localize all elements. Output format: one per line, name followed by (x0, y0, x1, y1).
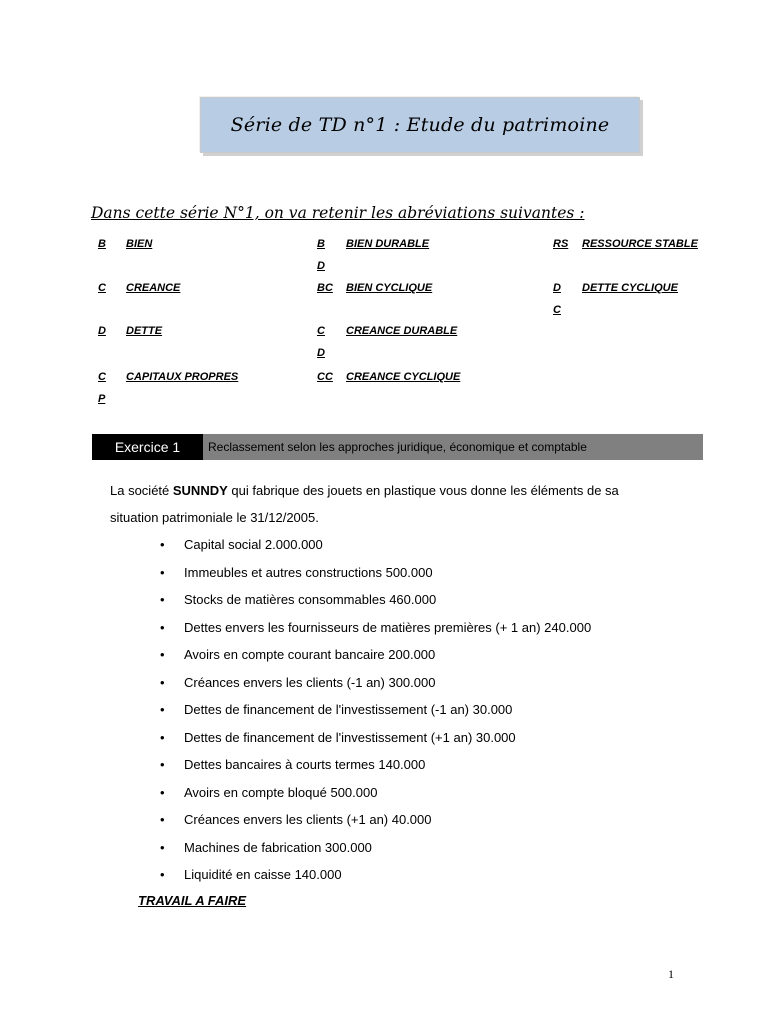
list-item (160, 586, 591, 614)
bullet-icon: • (160, 537, 165, 552)
task-heading: TRAVAIL A FAIRE (138, 893, 247, 908)
abbr-label: BIEN DURABLE (346, 238, 430, 250)
abbr-code: B (98, 238, 106, 250)
abbr-label: CAPITAUX PROPRES (126, 371, 239, 383)
abbr-label: DETTE CYCLIQUE (582, 282, 678, 294)
item-text: Dettes bancaires à courts termes 140.000 (184, 757, 426, 772)
item-text: Machines de fabrication 300.000 (184, 839, 372, 855)
item-text: Dettes de financement de l'investissement (-1 an) 30.000 (184, 702, 513, 717)
list-item (160, 669, 591, 697)
bullet-icon: • (160, 784, 165, 800)
item-text: Liquidité en caisse 140.000 (184, 867, 342, 882)
item-text: Stocks de matières consommables 460.000 (184, 592, 437, 607)
bullet-icon: • (160, 839, 165, 855)
bullet-icon: • (160, 674, 165, 690)
abbr-code: BD (317, 238, 325, 272)
bullet-icon: • (160, 647, 165, 662)
abbr-code: CP (98, 371, 106, 405)
abbr-label: DETTE (126, 325, 163, 337)
list-item (160, 559, 591, 587)
abbr-label: BIEN CYCLIQUE (346, 282, 433, 294)
list-item (160, 696, 591, 724)
list-item (160, 724, 591, 752)
abbr-code: DC (553, 282, 561, 316)
abbr-code: C (98, 282, 106, 294)
abbr-code: BC (317, 282, 333, 294)
paragraph-suffix: qui fabrique des jouets en plastique vous donne les éléments de sa (227, 483, 619, 498)
list-item (160, 751, 591, 779)
abbr-code: CC (317, 371, 333, 383)
list-item (160, 834, 591, 862)
bullet-icon: • (160, 729, 165, 745)
list-item (160, 806, 591, 834)
item-text: Créances envers les clients (-1 an) 300.000 (184, 674, 436, 690)
paragraph-prefix: La société (110, 483, 173, 498)
abbr-label: BIEN (126, 238, 153, 250)
bullet-icon: • (160, 757, 165, 772)
abbreviations-intro: Dans cette série N°1, on va retenir les abréviations suivantes : (91, 204, 585, 222)
exercise-label: Exercice 1 (92, 434, 203, 460)
abbr-code: CD (317, 325, 325, 359)
abbr-code: D (98, 325, 106, 337)
item-text: Dettes envers les fournisseurs de matières premières (+ 1 an) 240.000 (184, 619, 592, 635)
bullet-icon: • (160, 702, 165, 717)
list-item (160, 614, 591, 642)
bullet-icon: • (160, 619, 165, 635)
bullet-icon: • (160, 867, 165, 882)
abbr-label: CREANCE (126, 282, 181, 294)
list-item (160, 861, 591, 889)
page-title: Série de TD n°1 : Etude du patrimoine (230, 114, 610, 136)
list-item (160, 531, 591, 559)
intro-paragraph-line2: situation patrimoniale le 31/12/2005. (110, 510, 319, 525)
item-text: Dettes de financement de l'investissement (+1 an) 30.000 (184, 729, 516, 745)
bullet-icon: • (160, 812, 165, 827)
company-name: SUNNDY (172, 483, 228, 498)
abbr-label: RESSOURCE STABLE (582, 238, 698, 250)
patrimony-items-list (160, 531, 591, 889)
abbr-label: CREANCE DURABLE (346, 325, 458, 337)
abbr-code: RS (553, 238, 569, 250)
abbr-label: CREANCE CYCLIQUE (346, 371, 461, 383)
item-text: Avoirs en compte courant bancaire 200.000 (184, 647, 436, 662)
page-number: 1 (668, 967, 674, 981)
item-text: Capital social 2.000.000 (184, 537, 323, 552)
intro-paragraph-line1 (110, 483, 619, 498)
list-item (160, 779, 591, 807)
title-box (200, 97, 640, 153)
exercise-description: Reclassement selon les approches juridique, économique et comptable (208, 440, 587, 454)
item-text: Avoirs en compte bloqué 500.000 (184, 784, 378, 800)
bullet-icon: • (160, 564, 165, 580)
list-item (160, 641, 591, 669)
item-text: Immeubles et autres constructions 500.000 (184, 564, 433, 580)
bullet-icon: • (160, 592, 165, 607)
item-text: Créances envers les clients (+1 an) 40.000 (184, 812, 432, 827)
